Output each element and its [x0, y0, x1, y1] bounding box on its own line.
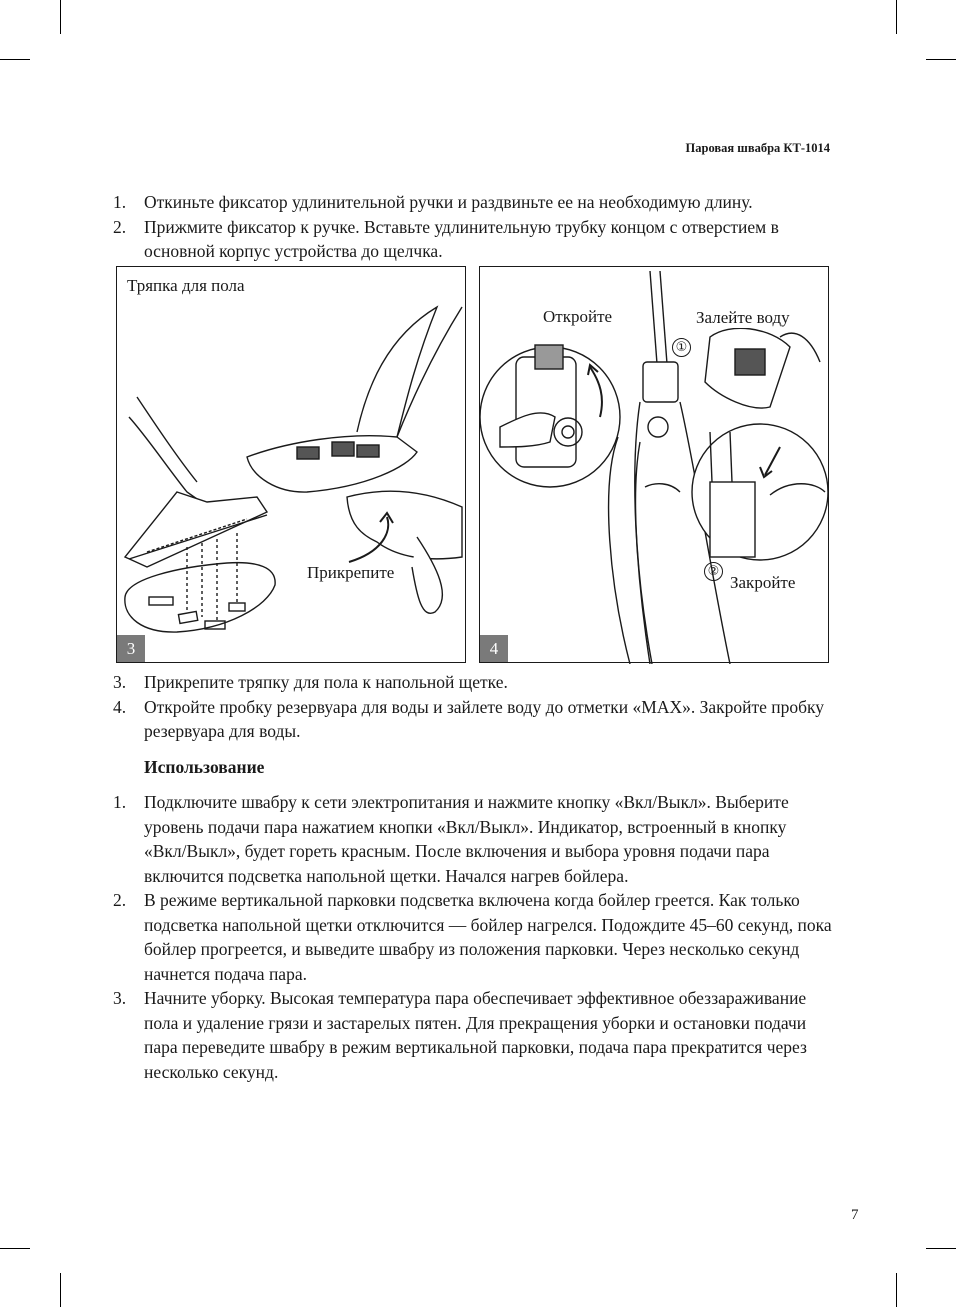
- figure-4-label-close: Закройте: [730, 573, 796, 592]
- figure-3-badge: 3: [117, 635, 145, 662]
- crop-mark: [926, 59, 956, 60]
- list-item: 1. Откиньте фиксатор удлинительной ручки и раздвиньте ее на необходимую длину.: [113, 192, 753, 212]
- figure-3: [116, 266, 466, 663]
- floor-brush-illustration: [117, 267, 467, 664]
- section-heading: Использование: [144, 757, 265, 777]
- running-header: Паровая швабра КТ-1014: [685, 141, 830, 155]
- crop-mark: [60, 0, 61, 34]
- crop-mark: [926, 1248, 956, 1249]
- crop-mark: [0, 1248, 30, 1249]
- crop-mark: [0, 59, 30, 60]
- crop-mark: [60, 1273, 61, 1307]
- crop-mark: [896, 0, 897, 34]
- list-item: 3. Начните уборку. Высокая температура пара обеспечивает эффективное обеззараживание пола и удаление грязи и застарелых пятен. Для прекращения уборки и остановки подачи пара переведите швабру в режим вертикальной парковки, подача пара прекратится через несколько секунд.: [113, 988, 807, 1082]
- steps-top-list: [113, 190, 833, 264]
- list-item: 3. Прикрепите тряпку для пола к напольной щетке.: [113, 672, 508, 692]
- figure-4-badge: 4: [480, 635, 508, 662]
- step-1-marker: ①: [672, 338, 691, 357]
- list-item: 4. Откройте пробку резервуара для воды и зайлете воду до отметки «MAX». Закройте пробку резервуара для воды.: [113, 696, 825, 741]
- list-item: 1. Подключите швабру к сети электропитания и нажмите кнопку «Вкл/Выкл». Выберите уровень подачи пара нажатием кнопки «Вкл/Выкл». Индикатор, встроенный в кнопку «Вкл/Выкл», будет гореть красным. После включения и выбора уровня подачи пара включится подсветка напольной щетки. Начался нагрев бойлера.: [113, 792, 789, 886]
- crop-mark: [896, 1273, 897, 1307]
- steps-mid-list: [113, 670, 833, 744]
- figure-3-label-attach: Прикрепите: [307, 563, 395, 582]
- figure-4: [479, 266, 829, 663]
- steps-use-list: [113, 790, 833, 1084]
- figure-4-label-open: Откройте: [543, 307, 613, 326]
- step-2-marker: ②: [704, 562, 723, 581]
- page-number: 7: [851, 1207, 859, 1223]
- figure-4-label-fill: Залейте воду: [696, 308, 790, 327]
- figure-3-label-cloth: Тряпка для пола: [127, 276, 245, 295]
- list-item: 2. В режиме вертикальной парковки подсветка включена когда бойлер греется. Как только подсветка напольной щетки отключится — бойлер нагрелся. Подождите 45–60 секунд, пока бойлер прогреется, и выведите швабру из положения парковки. Через несколько секунд начнется подача пара.: [113, 890, 832, 984]
- list-item: 2. Прижмите фиксатор к ручке. Вставьте удлинительную трубку концом с отверстием в основной корпус устройства до щелчка.: [113, 216, 779, 261]
